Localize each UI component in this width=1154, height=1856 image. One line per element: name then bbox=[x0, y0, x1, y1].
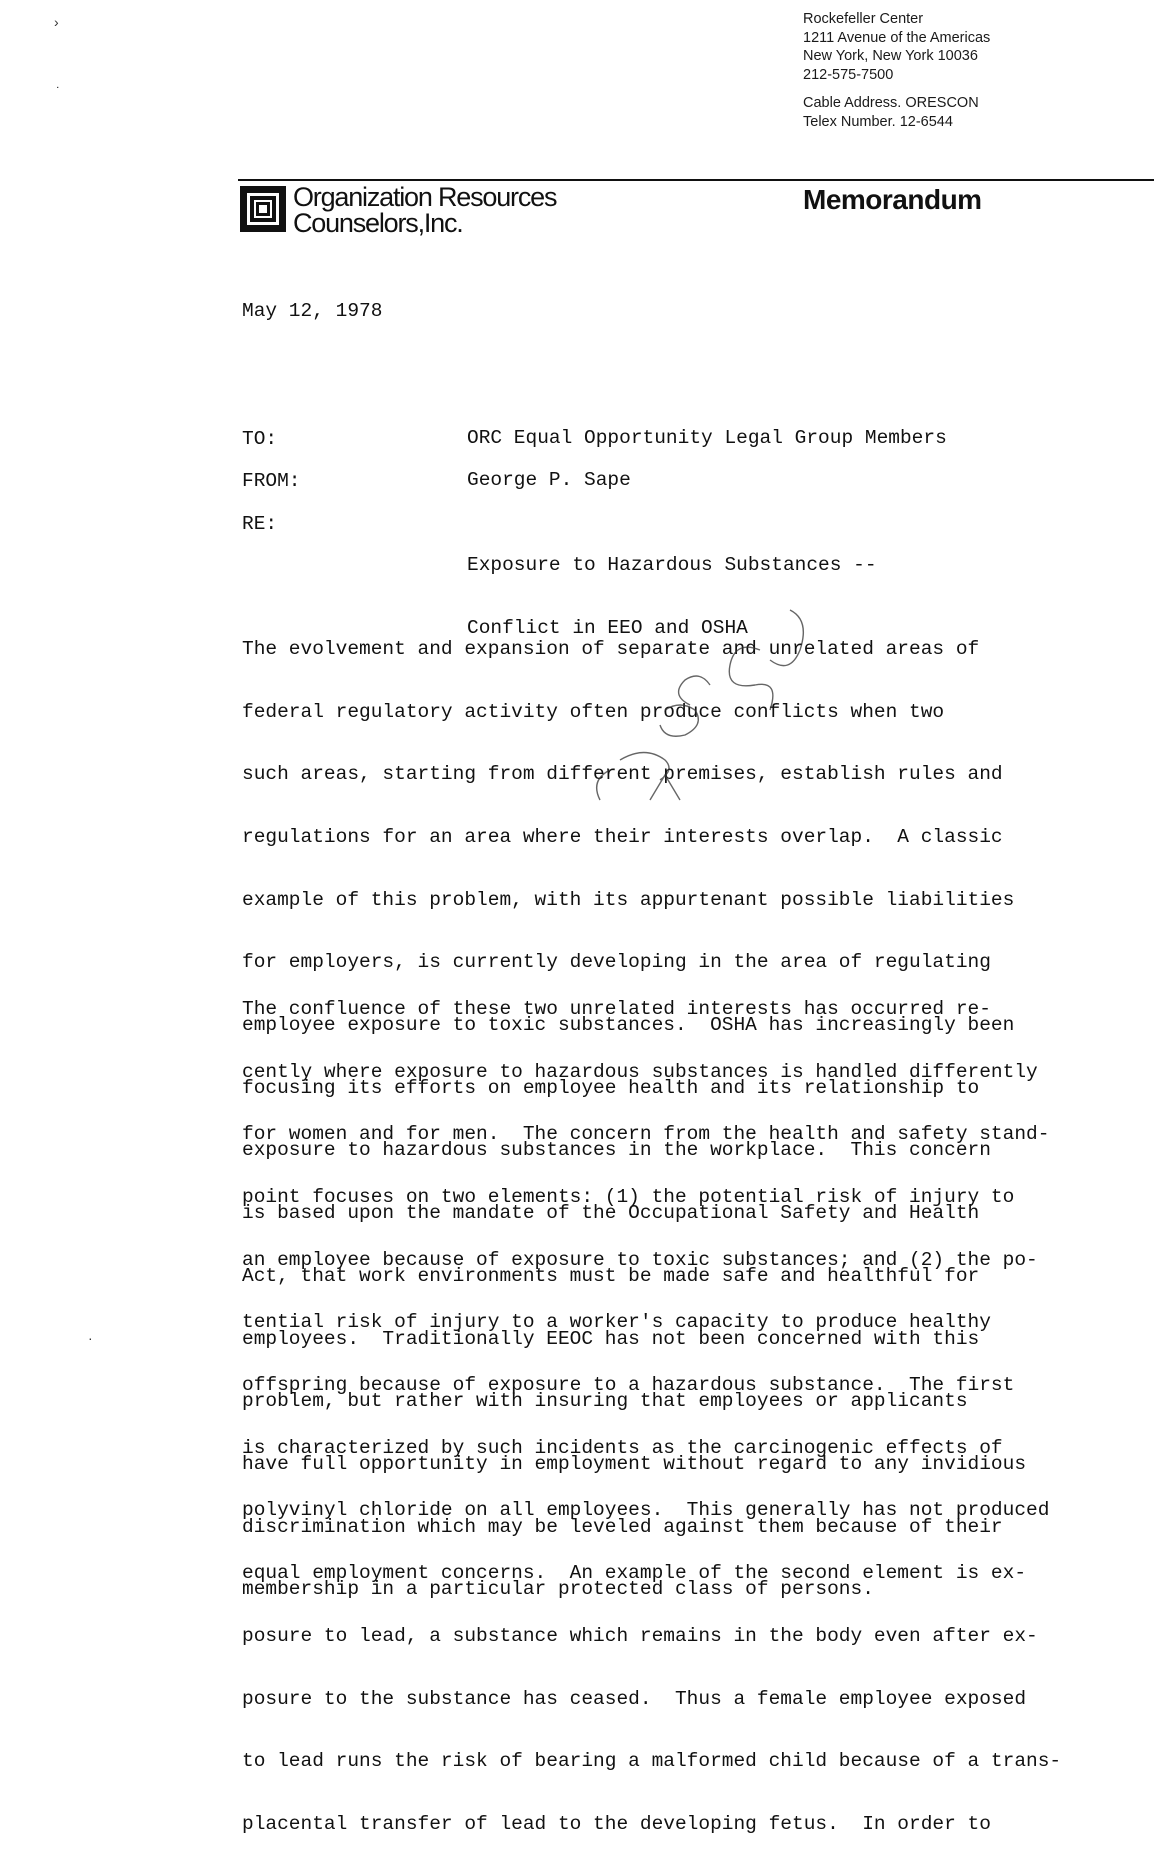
company-name-line: Organization Resources bbox=[293, 182, 557, 212]
text-line: polyvinyl chloride on all employees. This generally has not produced bbox=[242, 1499, 1050, 1522]
text-line: discrimination which may be leveled against them because of their bbox=[242, 1515, 1003, 1538]
text-line: placental transfer of lead to the developing fetus. In order to bbox=[242, 1812, 991, 1835]
text-line: employees. Traditionally EEOC has not been concerned with this bbox=[242, 1327, 980, 1350]
text-line: posure to the substance has ceased. Thus a female employee exposed bbox=[242, 1687, 1027, 1710]
text-line: Act, that work environments must be made safe and healthful for bbox=[242, 1264, 980, 1287]
text-line: offspring because of exposure to a hazardous substance. The first bbox=[242, 1374, 1015, 1397]
letterhead-address bbox=[803, 10, 990, 131]
from-label: FROM: bbox=[242, 470, 301, 492]
text-line: The confluence of these two unrelated interests has occurred re- bbox=[242, 997, 991, 1020]
text-line: an employee because of exposure to toxic substances; and (2) the po- bbox=[242, 1248, 1038, 1271]
text-line: exposure to hazardous substances in the workplace. This concern bbox=[242, 1139, 991, 1162]
text-line: example of this problem, with its appurtenant possible liabilities bbox=[242, 888, 1015, 911]
to-value: ORC Equal Opportunity Legal Group Members bbox=[467, 427, 947, 449]
body-paragraph bbox=[242, 957, 1061, 1856]
text-line: such areas, starting from different premises, establish rules and bbox=[242, 763, 1003, 786]
text-line: for women and for men. The concern from the health and safety stand- bbox=[242, 1123, 1050, 1146]
text-line: federal regulatory activity often produce conflicts when two bbox=[242, 700, 945, 723]
text-line: for employers, is currently developing in the area of regulating bbox=[242, 951, 991, 974]
text-line: have full opportunity in employment without regard to any invidious bbox=[242, 1452, 1027, 1475]
re-line: Exposure to Hazardous Substances -- bbox=[467, 554, 877, 576]
text-line: tential risk of injury to a worker's capacity to produce healthy bbox=[242, 1311, 991, 1334]
text-line: regulations for an area where their interests overlap. A classic bbox=[242, 825, 1003, 848]
to-label: TO: bbox=[242, 428, 278, 450]
re-line: Conflict in EEO and OSHA bbox=[467, 617, 748, 639]
text-line: problem, but rather with insuring that employees or applicants bbox=[242, 1390, 968, 1413]
document-type-title: Memorandum bbox=[803, 184, 982, 215]
text-line: membership in a particular protected class of persons. bbox=[242, 1578, 874, 1601]
address-line: New York, New York 10036 bbox=[803, 48, 978, 64]
re-label: RE: bbox=[242, 513, 278, 535]
address-line: Rockefeller Center bbox=[803, 11, 924, 27]
text-line: The evolvement and expansion of separate and unrelated areas of bbox=[242, 637, 980, 660]
text-line: to lead runs the risk of bearing a malformed child because of a trans- bbox=[242, 1750, 1062, 1773]
cable-address: Cable Address. ORESCON bbox=[803, 95, 979, 111]
text-line: cently where exposure to hazardous substances is handled differently bbox=[242, 1060, 1038, 1083]
address-line: 1211 Avenue of the Americas bbox=[803, 29, 991, 46]
telex-number: Telex Number. 12-6544 bbox=[803, 113, 953, 130]
text-line: is characterized by such incidents as the carcinogenic effects of bbox=[242, 1436, 1003, 1459]
text-line: is based upon the mandate of the Occupational Safety and Health bbox=[242, 1202, 980, 1225]
company-name-line: Counselors,Inc. bbox=[293, 208, 463, 238]
scan-mark: · bbox=[88, 1330, 93, 1346]
text-line: posure to lead, a substance which remains in the body even after ex- bbox=[242, 1624, 1038, 1647]
memo-date: May 12, 1978 bbox=[242, 300, 383, 322]
text-line: focusing its efforts on employee health and its relationship to bbox=[242, 1076, 980, 1099]
text-line: point focuses on two elements: (1) the potential risk of injury to bbox=[242, 1185, 1015, 1208]
company-logo-icon bbox=[240, 186, 286, 232]
from-value: George P. Sape bbox=[467, 469, 631, 491]
text-line: equal employment concerns. An example of the second element is ex- bbox=[242, 1562, 1027, 1585]
address-line: 212-575-7500 bbox=[803, 66, 894, 83]
company-name bbox=[293, 184, 556, 236]
letterhead-rule bbox=[238, 179, 1154, 181]
scan-mark: › bbox=[54, 14, 59, 30]
text-line: employee exposure to toxic substances. OSHA has increasingly been bbox=[242, 1014, 1015, 1037]
scan-mark: ˙ bbox=[56, 84, 61, 100]
